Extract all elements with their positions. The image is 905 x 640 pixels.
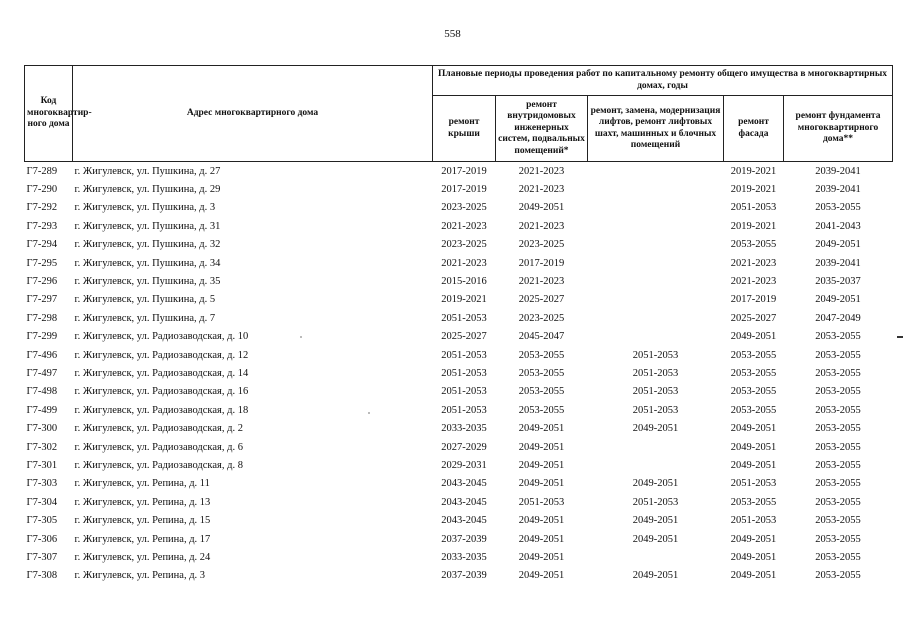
table-row xyxy=(25,328,893,346)
cell-systems: 2049-2051 xyxy=(518,459,565,471)
cell-elevators xyxy=(588,162,724,181)
cell-roof: 2021-2023 xyxy=(441,220,487,232)
repair-schedule-table xyxy=(24,65,893,585)
cell-elevators: 2049-2051 xyxy=(632,515,679,527)
table-row xyxy=(25,217,893,235)
cell-systems: 2025-2027 xyxy=(518,294,565,306)
cell-roof: 2015-2016 xyxy=(441,276,487,288)
cell-foundation: 2053-2055 xyxy=(815,459,861,471)
cell-foundation: 2047-2049 xyxy=(815,312,861,324)
cell-elevators: 2051-2053 xyxy=(632,367,679,379)
cell-code: Г7-297 xyxy=(26,294,58,306)
table-row xyxy=(25,162,893,181)
cell-facade: 2053-2055 xyxy=(730,349,777,361)
cell-foundation: 2049-2051 xyxy=(815,294,861,306)
cell-code: Г7-295 xyxy=(26,257,58,269)
cell-foundation: 2053-2055 xyxy=(815,349,861,361)
scan-speck xyxy=(300,336,302,338)
table-row xyxy=(25,364,893,382)
cell-elevators: 2049-2051 xyxy=(632,478,679,490)
table-row xyxy=(25,254,893,272)
cell-elevators: 2049-2051 xyxy=(632,570,679,582)
table-row xyxy=(25,530,893,548)
table-row xyxy=(25,236,893,254)
cell-facade: 2053-2055 xyxy=(730,496,777,508)
cell-address: г. Жигулевск, ул. Репина, д. 3 xyxy=(74,570,206,582)
header-foundation: ремонт фундамента многоквартирного дома** xyxy=(784,96,893,162)
cell-address: г. Жигулевск, ул. Репина, д. 15 xyxy=(74,515,211,527)
cell-roof: 2023-2025 xyxy=(441,239,487,251)
cell-elevators xyxy=(588,328,724,346)
cell-code: Г7-292 xyxy=(26,202,58,214)
cell-foundation: 2041-2043 xyxy=(815,220,861,232)
cell-code: Г7-307 xyxy=(26,551,58,563)
table-row xyxy=(25,567,893,585)
cell-systems: 2023-2025 xyxy=(518,239,565,251)
header-elevators: ремонт, замена, модернизация лифтов, ремонт лифтовых шахт, машинных и блочных помещений xyxy=(588,96,724,162)
cell-roof: 2051-2053 xyxy=(441,312,487,324)
cell-elevators xyxy=(588,180,724,198)
cell-roof: 2017-2019 xyxy=(441,184,487,196)
table-row xyxy=(25,272,893,290)
header-facade: ремонт фасада xyxy=(724,96,784,162)
cell-code: Г7-303 xyxy=(26,478,58,490)
cell-address: г. Жигулевск, ул. Радиозаводская, д. 12 xyxy=(74,349,249,361)
cell-foundation: 2039-2041 xyxy=(815,184,861,196)
cell-facade: 2021-2023 xyxy=(730,276,777,288)
cell-systems: 2045-2047 xyxy=(518,331,565,343)
cell-systems: 2053-2055 xyxy=(518,349,565,361)
cell-systems: 2021-2023 xyxy=(518,276,565,288)
cell-code: Г7-294 xyxy=(26,239,58,251)
table-header xyxy=(25,66,893,162)
cell-systems: 2049-2051 xyxy=(518,478,565,490)
cell-foundation: 2053-2055 xyxy=(815,441,861,453)
cell-roof: 2017-2019 xyxy=(441,165,487,177)
cell-roof: 2043-2045 xyxy=(441,496,487,508)
cell-facade: 2051-2053 xyxy=(730,478,777,490)
cell-foundation: 2039-2041 xyxy=(815,165,861,177)
table-body xyxy=(25,162,893,585)
cell-roof: 2037-2039 xyxy=(441,533,487,545)
cell-systems: 2053-2055 xyxy=(518,367,565,379)
cell-roof: 2023-2025 xyxy=(441,202,487,214)
cell-code: Г7-306 xyxy=(26,533,58,545)
cell-systems: 2053-2055 xyxy=(518,386,565,398)
cell-elevators xyxy=(588,199,724,217)
cell-facade: 2049-2051 xyxy=(730,331,777,343)
cell-foundation: 2053-2055 xyxy=(815,533,861,545)
cell-roof: 2051-2053 xyxy=(441,404,487,416)
cell-facade: 2051-2053 xyxy=(730,202,777,214)
cell-address: г. Жигулевск, ул. Репина, д. 13 xyxy=(74,496,211,508)
cell-address: г. Жигулевск, ул. Радиозаводская, д. 18 xyxy=(74,404,249,416)
cell-elevators xyxy=(588,548,724,566)
cell-address: г. Жигулевск, ул. Пушкина, д. 3 xyxy=(74,202,216,214)
cell-address: г. Жигулевск, ул. Пушкина, д. 27 xyxy=(74,165,221,177)
cell-roof: 2033-2035 xyxy=(441,551,487,563)
cell-foundation: 2035-2037 xyxy=(815,276,861,288)
header-systems: ремонт внутридомовых инженерных систем, подвальных помещений* xyxy=(496,96,588,162)
header-group: Плановые периоды проведения работ по капитальному ремонту общего имущества в многоквартирных домах, годы xyxy=(433,66,893,96)
cell-roof: 2051-2053 xyxy=(441,386,487,398)
cell-address: г. Жигулевск, ул. Пушкина, д. 34 xyxy=(74,257,221,269)
cell-code: Г7-308 xyxy=(26,570,58,582)
cell-roof: 2043-2045 xyxy=(441,515,487,527)
cell-foundation: 2053-2055 xyxy=(815,515,861,527)
cell-facade: 2051-2053 xyxy=(730,515,777,527)
cell-address: г. Жигулевск, ул. Репина, д. 11 xyxy=(74,478,210,490)
cell-foundation: 2053-2055 xyxy=(815,423,861,435)
page-number: 558 xyxy=(444,28,461,40)
cell-facade: 2053-2055 xyxy=(730,404,777,416)
cell-address: г. Жигулевск, ул. Радиозаводская, д. 8 xyxy=(74,459,243,471)
cell-code: Г7-496 xyxy=(26,349,58,361)
cell-foundation: 2053-2055 xyxy=(815,570,861,582)
cell-address: г. Жигулевск, ул. Репина, д. 17 xyxy=(74,533,211,545)
table-row xyxy=(25,291,893,309)
cell-systems: 2023-2025 xyxy=(518,312,565,324)
table-row xyxy=(25,456,893,474)
table-row xyxy=(25,475,893,493)
cell-facade: 2017-2019 xyxy=(730,294,777,306)
cell-foundation: 2053-2055 xyxy=(815,386,861,398)
cell-systems: 2049-2051 xyxy=(518,441,565,453)
table-row xyxy=(25,401,893,419)
cell-facade: 2019-2021 xyxy=(730,184,777,196)
cell-systems: 2049-2051 xyxy=(518,202,565,214)
cell-roof: 2027-2029 xyxy=(441,441,487,453)
margin-mark xyxy=(897,336,903,338)
cell-foundation: 2039-2041 xyxy=(815,257,861,269)
cell-elevators xyxy=(588,309,724,327)
cell-elevators: 2051-2053 xyxy=(632,496,679,508)
cell-address: г. Жигулевск, ул. Радиозаводская, д. 10 xyxy=(74,331,249,343)
cell-address: г. Жигулевск, ул. Пушкина, д. 7 xyxy=(74,312,216,324)
cell-facade: 2019-2021 xyxy=(730,165,777,177)
cell-systems: 2049-2051 xyxy=(518,515,565,527)
cell-code: Г7-304 xyxy=(26,496,58,508)
cell-address: г. Жигулевск, ул. Пушкина, д. 32 xyxy=(74,239,221,251)
cell-address: г. Жигулевск, ул. Радиозаводская, д. 16 xyxy=(74,386,249,398)
cell-code: Г7-498 xyxy=(26,386,58,398)
cell-facade: 2021-2023 xyxy=(730,257,777,269)
cell-facade: 2025-2027 xyxy=(730,312,777,324)
cell-foundation: 2053-2055 xyxy=(815,404,861,416)
table-row xyxy=(25,309,893,327)
cell-facade: 2049-2051 xyxy=(730,570,777,582)
cell-systems: 2021-2023 xyxy=(518,165,565,177)
cell-systems: 2049-2051 xyxy=(518,551,565,563)
cell-elevators xyxy=(588,456,724,474)
cell-facade: 2049-2051 xyxy=(730,423,777,435)
header-address: Адрес многоквартирного дома xyxy=(73,66,433,162)
cell-facade: 2049-2051 xyxy=(730,459,777,471)
cell-foundation: 2053-2055 xyxy=(815,331,861,343)
cell-systems: 2049-2051 xyxy=(518,570,565,582)
cell-roof: 2037-2039 xyxy=(441,570,487,582)
cell-systems: 2021-2023 xyxy=(518,220,565,232)
cell-address: г. Жигулевск, ул. Пушкина, д. 5 xyxy=(74,294,216,306)
cell-facade: 2053-2055 xyxy=(730,367,777,379)
cell-systems: 2051-2053 xyxy=(518,496,565,508)
cell-foundation: 2053-2055 xyxy=(815,202,861,214)
cell-foundation: 2053-2055 xyxy=(815,478,861,490)
scan-speck xyxy=(368,412,370,414)
cell-elevators: 2049-2051 xyxy=(632,533,679,545)
cell-code: Г7-298 xyxy=(26,312,58,324)
cell-address: г. Жигулевск, ул. Пушкина, д. 29 xyxy=(74,184,221,196)
cell-systems: 2017-2019 xyxy=(518,257,565,269)
cell-code: Г7-300 xyxy=(26,423,58,435)
cell-elevators: 2049-2051 xyxy=(632,423,679,435)
cell-roof: 2033-2035 xyxy=(441,423,487,435)
cell-elevators xyxy=(588,217,724,235)
cell-roof: 2043-2045 xyxy=(441,478,487,490)
table-row xyxy=(25,493,893,511)
cell-code: Г7-302 xyxy=(26,441,58,453)
cell-elevators xyxy=(588,272,724,290)
cell-facade: 2053-2055 xyxy=(730,386,777,398)
cell-systems: 2021-2023 xyxy=(518,184,565,196)
cell-code: Г7-499 xyxy=(26,404,58,416)
cell-code: Г7-305 xyxy=(26,515,58,527)
cell-systems: 2053-2055 xyxy=(518,404,565,416)
cell-address: г. Жигулевск, ул. Пушкина, д. 31 xyxy=(74,220,221,232)
cell-roof: 2051-2053 xyxy=(441,349,487,361)
cell-address: г. Жигулевск, ул. Радиозаводская, д. 6 xyxy=(74,441,243,453)
table-row xyxy=(25,346,893,364)
table-row xyxy=(25,511,893,529)
cell-facade: 2053-2055 xyxy=(730,239,777,251)
cell-systems: 2049-2051 xyxy=(518,533,565,545)
cell-roof: 2025-2027 xyxy=(441,331,487,343)
cell-code: Г7-497 xyxy=(26,367,58,379)
cell-elevators xyxy=(588,438,724,456)
cell-code: Г7-289 xyxy=(26,165,58,177)
cell-foundation: 2053-2055 xyxy=(815,496,861,508)
cell-elevators xyxy=(588,254,724,272)
cell-facade: 2049-2051 xyxy=(730,551,777,563)
header-roof: ремонт крыши xyxy=(433,96,496,162)
table-row xyxy=(25,383,893,401)
cell-elevators: 2051-2053 xyxy=(632,404,679,416)
cell-roof: 2021-2023 xyxy=(441,257,487,269)
cell-code: Г7-299 xyxy=(26,331,58,343)
cell-facade: 2049-2051 xyxy=(730,533,777,545)
cell-systems: 2049-2051 xyxy=(518,423,565,435)
cell-address: г. Жигулевск, ул. Репина, д. 24 xyxy=(74,551,211,563)
cell-foundation: 2049-2051 xyxy=(815,239,861,251)
cell-elevators: 2051-2053 xyxy=(632,386,679,398)
table-row xyxy=(25,419,893,437)
table-row xyxy=(25,548,893,566)
cell-foundation: 2053-2055 xyxy=(815,367,861,379)
cell-code: Г7-290 xyxy=(26,184,58,196)
cell-address: г. Жигулевск, ул. Пушкина, д. 35 xyxy=(74,276,221,288)
cell-roof: 2051-2053 xyxy=(441,367,487,379)
table-row xyxy=(25,180,893,198)
cell-address: г. Жигулевск, ул. Радиозаводская, д. 2 xyxy=(74,423,243,435)
cell-facade: 2019-2021 xyxy=(730,220,777,232)
cell-elevators xyxy=(588,236,724,254)
cell-elevators: 2051-2053 xyxy=(632,349,679,361)
cell-roof: 2019-2021 xyxy=(441,294,487,306)
cell-roof: 2029-2031 xyxy=(441,459,487,471)
table-row xyxy=(25,199,893,217)
cell-foundation: 2053-2055 xyxy=(815,551,861,563)
header-code: Код многоквартир-ного дома xyxy=(25,66,73,162)
cell-address: г. Жигулевск, ул. Радиозаводская, д. 14 xyxy=(74,367,249,379)
cell-facade: 2049-2051 xyxy=(730,441,777,453)
cell-elevators xyxy=(588,291,724,309)
cell-code: Г7-293 xyxy=(26,220,58,232)
table-row xyxy=(25,438,893,456)
cell-code: Г7-301 xyxy=(26,459,58,471)
cell-code: Г7-296 xyxy=(26,276,58,288)
